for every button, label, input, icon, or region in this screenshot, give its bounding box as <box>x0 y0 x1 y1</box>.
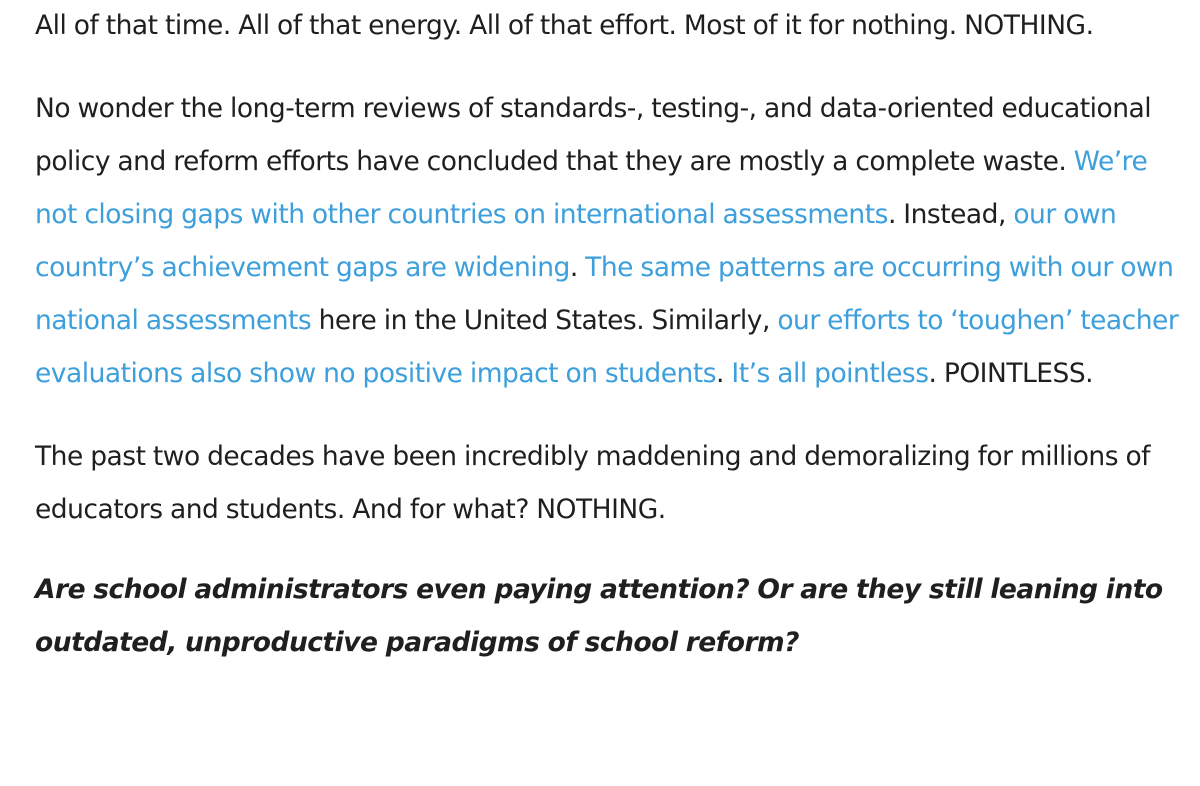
link-achievement-gaps[interactable]: our own country’s achievement gaps are widening <box>35 199 1117 283</box>
link-international-assessments[interactable]: We’re not closing gaps with other countries on international assessments <box>35 146 1148 230</box>
link-teacher-evaluations[interactable]: our efforts to ‘toughen’ teacher evaluations also show no positive impact on students <box>35 305 1179 389</box>
paragraph-reviews-text-1: No wonder the long-term reviews of standards-, testing-, and data-oriented educational policy and reform efforts have concluded that they are mostly a complete waste. <box>35 93 1152 177</box>
paragraph-reviews-text-4: here in the United States. Similarly, <box>311 305 778 336</box>
paragraph-reviews-text-5: . <box>716 358 732 389</box>
paragraph-question <box>35 563 1195 669</box>
link-all-pointless[interactable]: It’s all pointless <box>731 358 929 389</box>
paragraph-question-text: Are school administrators even paying attention? Or are they still leaning into outdated, unproductive paradigms of school reform? <box>35 574 1163 658</box>
paragraph-reviews-text-2: . Instead, <box>887 199 1014 230</box>
article-body <box>35 0 1195 669</box>
paragraph-reviews-text-6: . POINTLESS. <box>928 358 1094 389</box>
paragraph-reviews <box>35 82 1195 400</box>
paragraph-intro-text: All of that time. All of that energy. All of that effort. Most of it for nothing. NOTHING. <box>35 10 1094 41</box>
paragraph-reviews-text-3: . <box>569 252 586 283</box>
paragraph-intro <box>35 0 1195 52</box>
paragraph-decades-text: The past two decades have been incredibly maddening and demoralizing for millions of educators and students. And for what? NOTHING. <box>35 441 1150 525</box>
link-national-assessments[interactable]: The same patterns are occurring with our own national assessments <box>35 252 1174 336</box>
paragraph-decades <box>35 430 1195 536</box>
